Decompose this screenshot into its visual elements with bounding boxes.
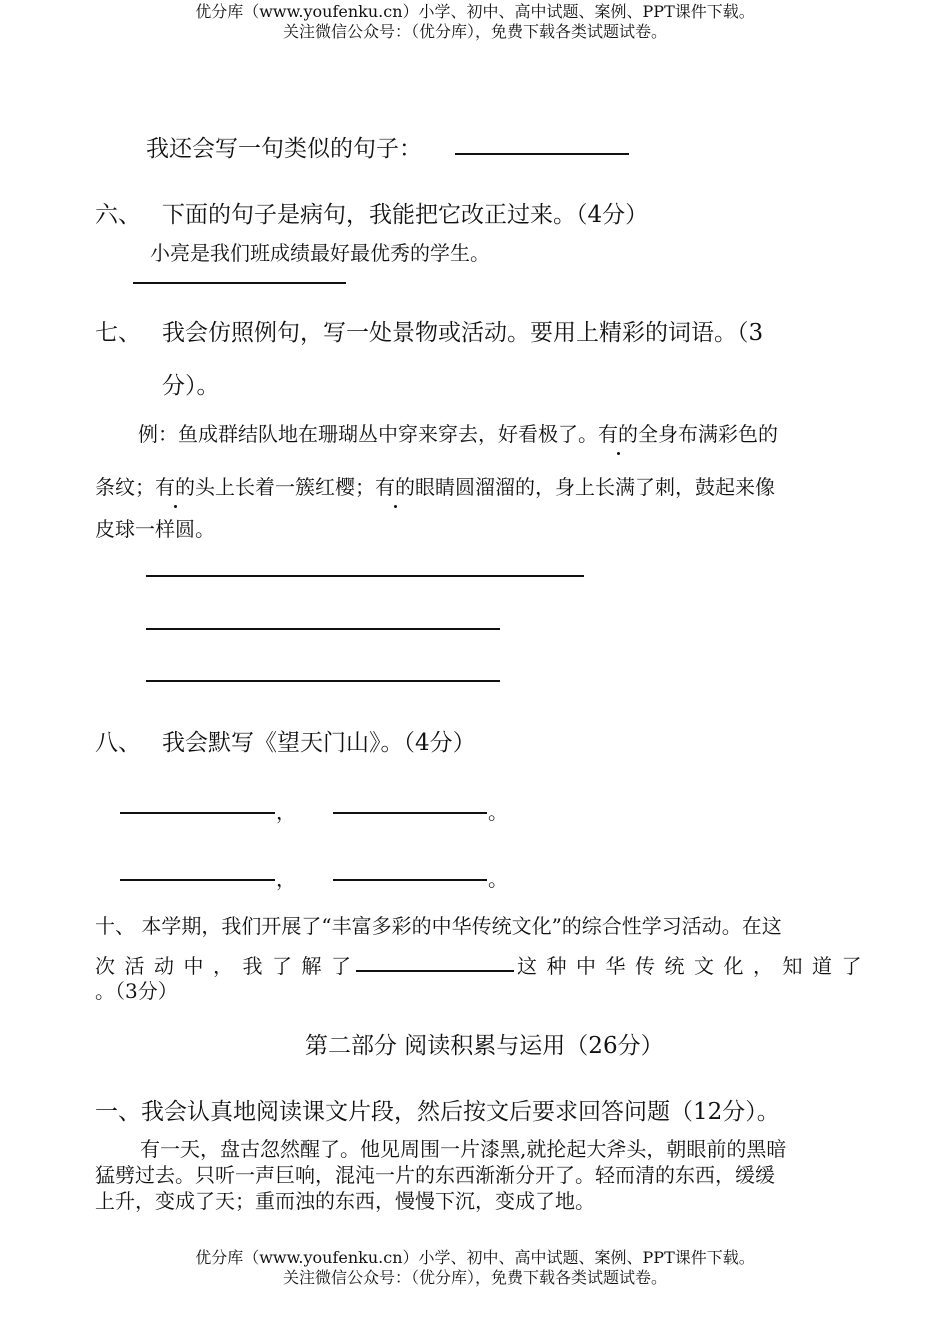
reading-question-1: 一、我会认真地阅读课文片段，然后按文后要求回答问题（12分）。 [95, 1099, 780, 1125]
poem-period-2: 。 [488, 867, 508, 891]
passage-line-1: 有一天，盘古忽然醒了。他见周围一片漆黑,就抡起大斧头，朝眼前的黑暗 [140, 1137, 787, 1161]
section-6-title: 下面的句子是病句，我能把它改正过来。（4分） [162, 202, 649, 228]
similar-sentence-answer-line [455, 153, 629, 155]
part-2-title: 第二部分 阅读积累与运用（26分） [305, 1033, 664, 1059]
section-8-number: 八、 [95, 730, 141, 756]
page-header-line-1: 优分库（www.youfenku.cn）小学、初中、高中试题、案例、PPT课件下载。 [195, 2, 755, 21]
passage-line-2: 猛劈过去。只听一声巨响，混沌一片的东西渐渐分开了。轻而清的东西，缓缓 [95, 1163, 775, 1187]
poem-line-1b-blank [333, 812, 487, 814]
section-10-line-1: 十、 本学期，我们开展了“丰富多彩的中华传统文化”的综合性学习活动。在这 [95, 914, 782, 938]
section-7-number: 七、 [95, 320, 141, 346]
poem-line-1a-blank [120, 812, 275, 814]
example-line-1: 例：鱼成群结队地在珊瑚丛中穿来穿去，好看极了。有的全身布满彩色的 [138, 418, 778, 447]
poem-line-2a-blank [120, 879, 275, 881]
example-line-3: 皮球一样圆。 [95, 517, 215, 541]
similar-sentence-prompt: 我还会写一句类似的句子： [146, 136, 422, 162]
poem-comma-1: ， [276, 800, 296, 824]
correction-answer-line [133, 282, 346, 284]
imitation-answer-line-1 [146, 575, 584, 577]
section-8-title: 我会默写《望天门山》。（4分） [162, 730, 476, 756]
poem-period-1: 。 [488, 800, 508, 824]
page-header-line-2: 关注微信公众号：（优分库），免费下载各类试题试卷。 [282, 22, 667, 41]
section-6-number: 六、 [95, 202, 141, 228]
poem-line-2b-blank [333, 879, 487, 881]
emphasis-youde-1: 有的 [598, 418, 638, 447]
culture-answer-line [356, 970, 514, 972]
poem-comma-2: ， [276, 867, 296, 891]
emphasis-youde-2: 有的 [155, 471, 195, 500]
section-10-line-3: 。（3分） [95, 979, 178, 1003]
section-7-title-line-1: 我会仿照例句，写一处景物或活动。要用上精彩的词语。（3 [162, 320, 764, 346]
section-10-line-2b: 这种中华传统文化，知道了 [517, 954, 871, 978]
faulty-sentence: 小亮是我们班成绩最好最优秀的学生。 [150, 241, 490, 265]
page-footer-line-2: 关注微信公众号：（优分库），免费下载各类试题试卷。 [282, 1268, 667, 1287]
imitation-answer-line-2 [146, 628, 500, 630]
section-10-line-2a: 次活动中，我了解了 [95, 954, 361, 978]
passage-line-3: 上升，变成了天；重而浊的东西，慢慢下沉，变成了地。 [95, 1189, 595, 1213]
section-7-title-line-2: 分）。 [162, 373, 220, 399]
example-line-2: 条纹；有的头上长着一簇红樱；有的眼睛圆溜溜的，身上长满了刺，鼓起来像 [95, 471, 775, 500]
page-footer-line-1: 优分库（www.youfenku.cn）小学、初中、高中试题、案例、PPT课件下载。 [195, 1248, 755, 1267]
imitation-answer-line-3 [146, 680, 500, 682]
emphasis-youde-3: 有的 [375, 471, 415, 500]
